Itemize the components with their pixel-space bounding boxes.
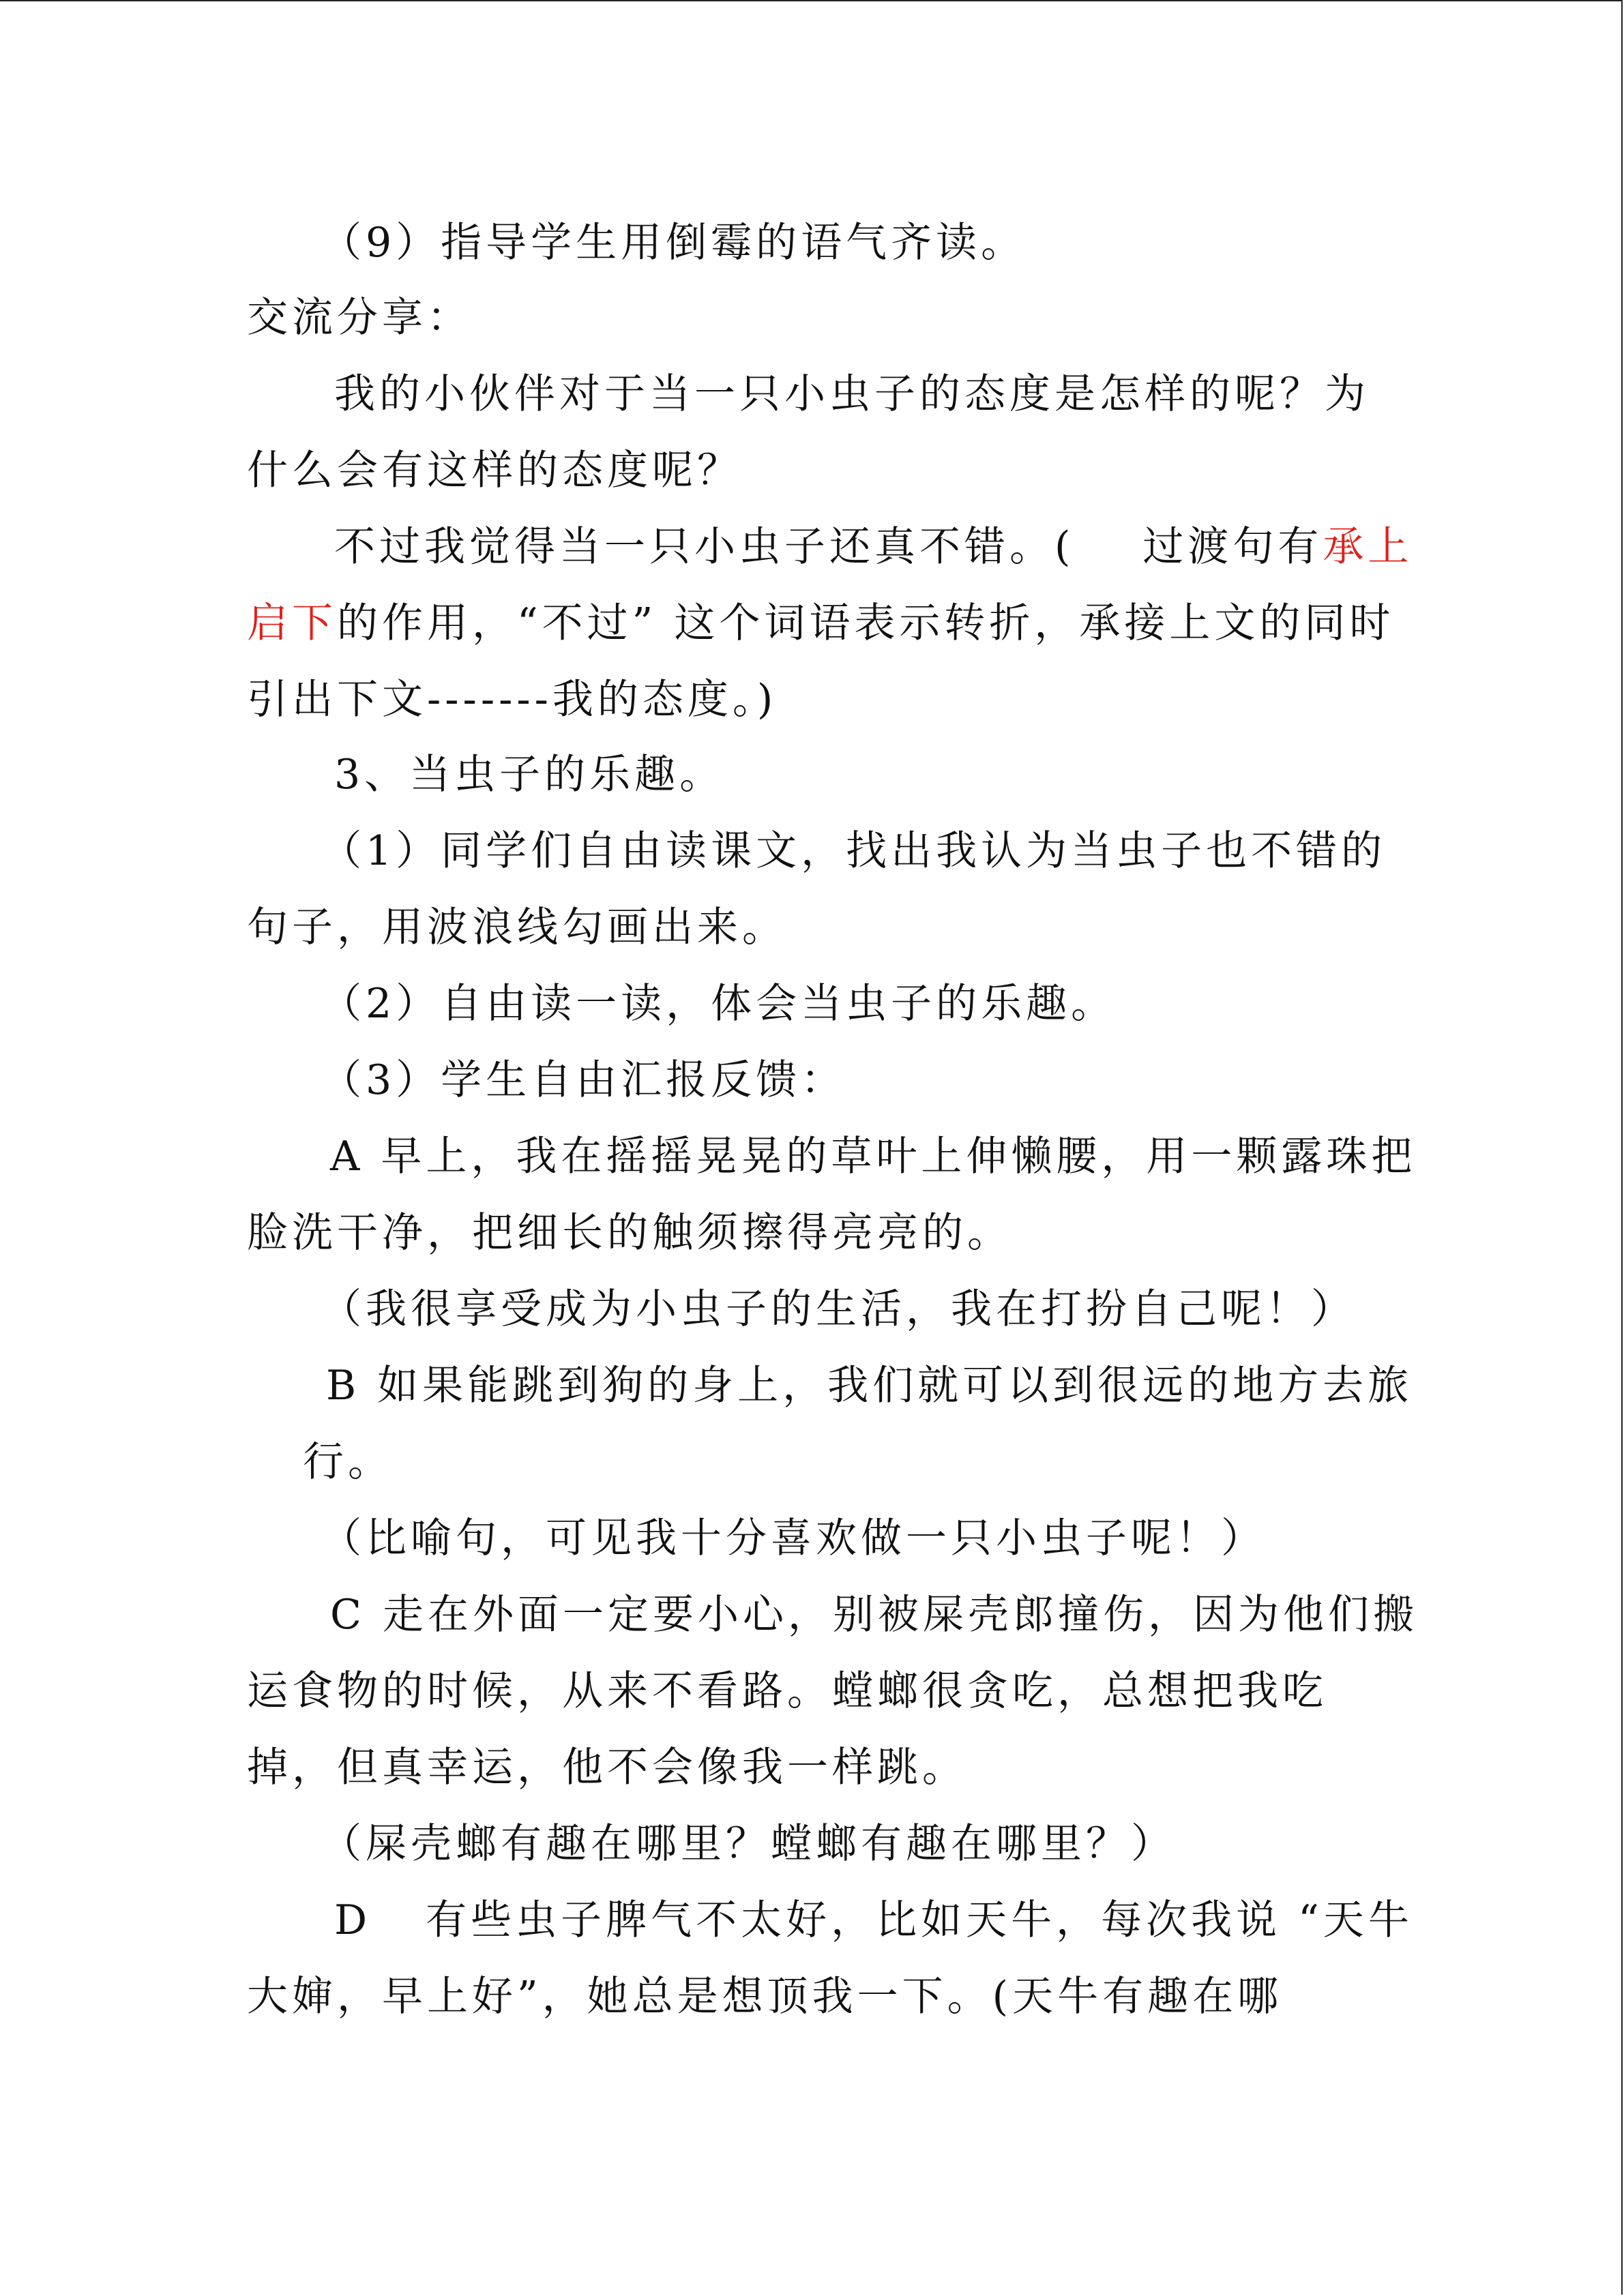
section-heading: 3、当虫子的乐趣。 [334, 751, 725, 799]
text-segment: D [334, 1896, 372, 1944]
text-line-16: B 如果能跳到狗的身上，我们就可以到很远的地方去旅 [326, 1362, 1413, 1410]
text-line-9: （1）同学们自由读课文，找出我认为当虫子也不错的 [321, 827, 1387, 875]
text-line-6 [247, 599, 1394, 648]
text-segment: 有些虫子脾气不太好，比如天牛，每次我说 “天牛 [426, 1896, 1413, 1944]
text-line-15: （我很享受成为小虫子的生活，我在打扮自己呢！） [321, 1285, 1356, 1333]
highlight-text: 承上 [1323, 523, 1413, 571]
text-line-13: A 早上，我在摇摇晃晃的草叶上伸懒腰，用一颗露珠把 [330, 1133, 1417, 1180]
text-line-12: （3）学生自由汇报反馈： [321, 1056, 846, 1104]
text-line-23 [334, 1896, 1413, 1945]
text-line-17: 行。 [303, 1438, 393, 1486]
highlight-text: 启下 [247, 599, 337, 647]
text-line-24: 大婶，早上好”，她总是想顶我一下。(天牛有趣在哪 [247, 1973, 1283, 2021]
text-line-20: 运食物的时候，从来不看路。螳螂很贪吃，总想把我吃 [247, 1667, 1327, 1715]
text-line-4: 什么会有这样的态度呢？ [247, 447, 742, 494]
text-line-7: 引出下文-------我的态度。) [247, 676, 778, 724]
text-line-22: （屎壳螂有趣在哪里？螳螂有趣在哪里？） [321, 1820, 1176, 1868]
text-segment: 过渡句有 [1142, 523, 1323, 571]
text-line-14: 脸洗干净，把细长的触须擦得亮亮的。 [247, 1209, 1012, 1257]
text-line-18: （比喻句，可见我十分喜欢做一只小虫子呢！） [321, 1515, 1266, 1562]
text-line-5 [334, 522, 1413, 571]
text-segment: 的作用，“不过” 这个词语表示转折，承接上文的同时 [337, 599, 1395, 647]
text-line-2: 交流分享： [247, 294, 472, 342]
text-line-19: C 走在外面一定要小心，别被屎壳郎撞伤，因为他们搬 [330, 1591, 1418, 1639]
text-line-11: （2）自由读一读，体会当虫子的乐趣。 [321, 980, 1117, 1028]
text-line-3: 我的小伙伴对于当一只小虫子的态度是怎样的呢？为 [334, 370, 1370, 418]
text-line-10: 句子，用波浪线勾画出来。 [247, 904, 787, 951]
text-segment: 不过我觉得当一只小虫子还真不错。( [334, 523, 1075, 571]
text-line-21: 掉，但真幸运，他不会像我一样跳。 [247, 1744, 967, 1791]
text-line-1: （9）指导学生用倒霉的语气齐读。 [321, 219, 1027, 267]
